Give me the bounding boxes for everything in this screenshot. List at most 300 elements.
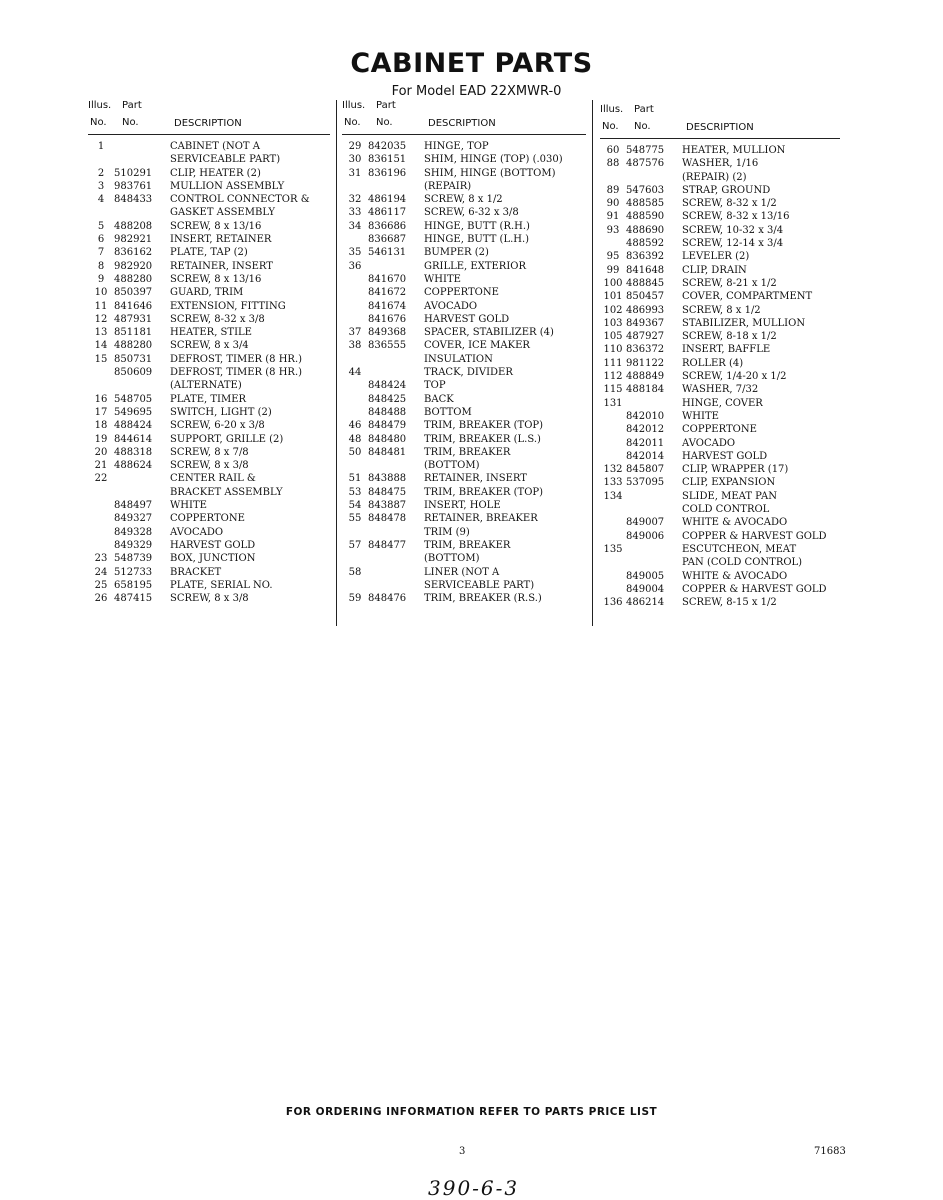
illus-number: 26 [94, 593, 108, 605]
parts-row [600, 357, 840, 370]
header-rule [600, 138, 840, 139]
part-number: 983761 [114, 180, 153, 192]
parts-row [600, 343, 840, 356]
parts-row [88, 406, 330, 419]
parts-row [600, 184, 840, 197]
illus-number: 16 [94, 393, 108, 405]
illus-number: 19 [94, 433, 108, 445]
illus-number [600, 237, 626, 250]
parts-row [342, 433, 586, 446]
parts-row [342, 326, 586, 339]
part-description: WHITE [682, 410, 719, 422]
part-number: 843887 [368, 500, 407, 512]
illus-number [600, 437, 626, 450]
part-description: CENTER RAIL & BRACKET ASSEMBLY [170, 473, 283, 498]
parts-row [342, 379, 586, 392]
part-description: HARVEST GOLD [682, 450, 768, 462]
parts-row [88, 339, 330, 352]
parts-row [342, 472, 586, 485]
parts-row [88, 220, 330, 233]
part-number: 849005 [626, 570, 665, 582]
part-number: 982921 [114, 234, 153, 246]
part-number: 486194 [368, 194, 407, 206]
parts-row [88, 433, 330, 446]
parts-row [342, 366, 586, 379]
illus-number: 132 [603, 464, 623, 476]
parts-row [88, 286, 330, 299]
part-number: 850609 [114, 367, 153, 379]
parts-row [342, 486, 586, 499]
illus-number: 89 [606, 184, 620, 196]
parts-row [342, 286, 586, 299]
part-description: PLATE, TIMER [170, 393, 247, 405]
part-number: 488585 [626, 198, 665, 210]
parts-row [600, 210, 840, 223]
parts-row [342, 153, 586, 166]
part-number: 487576 [626, 158, 665, 170]
illus-number [342, 273, 368, 286]
part-number [368, 260, 424, 273]
illus-number: 14 [94, 340, 108, 352]
part-number: 849367 [626, 317, 665, 329]
illus-number: 60 [606, 145, 620, 156]
illus-number: 20 [94, 446, 108, 458]
part-number: 848480 [368, 433, 407, 445]
handwritten-note: 390-6-3 [428, 1176, 520, 1200]
parts-row [88, 353, 330, 366]
parts-row [342, 193, 586, 206]
illus-number: 33 [348, 207, 362, 219]
part-description: SHIM, HINGE (BOTTOM) (REPAIR) [424, 167, 556, 192]
illus-number: 95 [606, 251, 620, 263]
part-number: 848488 [368, 406, 407, 418]
illus-number: 29 [348, 141, 362, 152]
header-no1: No. [602, 121, 619, 132]
part-number: 841670 [368, 273, 407, 285]
header-no2: No. [376, 117, 393, 128]
parts-row [88, 180, 330, 193]
part-description: SCREW, 6-32 x 3/8 [424, 207, 519, 219]
part-number: 548739 [114, 553, 153, 565]
part-number: 849004 [626, 583, 665, 595]
part-description: SCREW, 8 x 7/8 [170, 446, 249, 458]
part-number: 841648 [626, 264, 665, 276]
part-description: WHITE & AVOCADO [682, 517, 788, 529]
part-description: SCREW, 8 x 3/8 [170, 460, 249, 472]
parts-row [88, 260, 330, 273]
part-description: BUMPER (2) [424, 247, 489, 259]
page-number: 3 [459, 1146, 466, 1157]
part-description: WHITE & AVOCADO [682, 570, 788, 582]
header-no2: No. [122, 117, 139, 128]
part-number: 836151 [368, 154, 407, 166]
part-description: INSERT, RETAINER [170, 234, 272, 246]
part-description: GRILLE, EXTERIOR [424, 260, 527, 272]
illus-number: 101 [603, 291, 623, 303]
part-description: HEATER, MULLION [682, 145, 786, 156]
parts-row [600, 583, 840, 596]
part-description: STRAP, GROUND [682, 184, 771, 196]
parts-row [88, 233, 330, 246]
illus-number [600, 570, 626, 583]
illus-number [88, 366, 114, 393]
parts-row [342, 233, 586, 246]
part-description: CLIP, EXPANSION [682, 477, 776, 489]
illus-number [600, 583, 626, 596]
part-number: 849328 [114, 526, 153, 538]
part-description: SCREW, 1/4-20 x 1/2 [682, 371, 787, 383]
parts-row [88, 499, 330, 512]
parts-row [342, 446, 586, 473]
part-description: COPPERTONE [424, 287, 499, 299]
part-number: 537095 [626, 477, 665, 489]
part-description: WHITE [170, 500, 207, 512]
illus-number: 1 [97, 141, 105, 152]
part-number: 842010 [626, 410, 665, 422]
header-illus: Illus. [600, 104, 624, 115]
parts-row [600, 516, 840, 529]
illus-number [88, 526, 114, 539]
parts-row [342, 393, 586, 406]
part-description: COPPER & HARVEST GOLD [682, 583, 827, 595]
illus-number: 99 [606, 264, 620, 276]
part-number: 836196 [368, 167, 407, 179]
illus-number: 53 [348, 486, 362, 498]
header-part: Part [376, 100, 396, 111]
part-number: 850731 [114, 353, 153, 365]
part-number: 488280 [114, 273, 153, 285]
part-description: SHIM, HINGE (TOP) (.030) [424, 154, 563, 166]
parts-row [342, 406, 586, 419]
part-number: 841676 [368, 313, 407, 325]
part-number: 512733 [114, 566, 153, 578]
parts-row [88, 167, 330, 180]
part-description: WASHER, 7/32 [682, 384, 759, 396]
illus-number: 115 [603, 384, 623, 396]
illus-number: 110 [603, 344, 623, 356]
part-number: 658195 [114, 579, 153, 591]
illus-number: 54 [348, 500, 362, 512]
illus-number: 36 [348, 260, 362, 272]
part-description: CLIP, WRAPPER (17) [682, 464, 789, 476]
parts-row [342, 419, 586, 432]
part-number: 548775 [626, 145, 665, 156]
illus-number: 10 [94, 287, 108, 299]
illus-number [600, 450, 626, 463]
part-description: WHITE [424, 273, 461, 285]
part-description: ESCUTCHEON, MEAT PAN (COLD CONTROL) [682, 543, 803, 569]
parts-row [88, 526, 330, 539]
part-description: RETAINER, INSERT [424, 473, 527, 485]
part-description: HARVEST GOLD [424, 313, 510, 325]
part-description: SCREW, 8-32 x 3/8 [170, 313, 265, 325]
part-number: 982920 [114, 260, 153, 272]
illus-number: 111 [603, 357, 623, 369]
illus-number: 15 [94, 353, 108, 365]
part-description: RETAINER, BREAKER TRIM (9) [424, 513, 538, 538]
illus-number: 59 [348, 593, 362, 605]
part-number: 548705 [114, 393, 153, 405]
part-description: SCREW, 8-18 x 1/2 [682, 331, 777, 343]
part-description: INSERT, HOLE [424, 500, 501, 512]
parts-row [88, 459, 330, 472]
page-title: CABINET PARTS [350, 48, 593, 79]
part-description: BRACKET [170, 566, 222, 578]
illus-number: 90 [606, 198, 620, 210]
part-number [368, 366, 424, 379]
parts-row [88, 419, 330, 432]
part-number: 488184 [626, 384, 665, 396]
illus-number [342, 300, 368, 313]
part-number [626, 543, 682, 570]
part-number: 981122 [626, 357, 665, 369]
illus-number: 5 [97, 220, 105, 232]
part-description: COVER, COMPARTMENT [682, 291, 813, 303]
illus-number: 30 [348, 154, 362, 166]
part-description: RETAINER, INSERT [170, 260, 273, 272]
part-number: 841646 [114, 300, 153, 312]
part-description: CLIP, DRAIN [682, 264, 747, 276]
parts-row [342, 499, 586, 512]
part-number: 848481 [368, 446, 407, 458]
header-illus: Illus. [88, 100, 112, 111]
column-header [600, 104, 840, 140]
part-number: 549695 [114, 406, 153, 418]
parts-row [88, 273, 330, 286]
illus-number [88, 512, 114, 525]
part-number: 850457 [626, 291, 665, 303]
parts-row [600, 237, 840, 250]
illus-number [600, 410, 626, 423]
illus-number: 9 [97, 273, 105, 285]
illus-number: 31 [348, 167, 362, 179]
parts-row [88, 326, 330, 339]
parts-row [88, 366, 330, 393]
part-number: 836555 [368, 340, 407, 352]
parts-row [600, 450, 840, 463]
parts-column-3 [600, 104, 840, 609]
illus-number [342, 313, 368, 326]
parts-row [88, 592, 330, 605]
parts-row [600, 370, 840, 383]
parts-row [342, 539, 586, 566]
parts-row [600, 250, 840, 263]
part-description: SCREW, 10-32 x 3/4 [682, 224, 784, 236]
part-description: PLATE, SERIAL NO. [170, 579, 273, 591]
illus-number: 91 [606, 211, 620, 223]
part-description: TRIM, BREAKER (L.S.) [424, 433, 541, 445]
part-description: HARVEST GOLD [170, 539, 256, 551]
part-description: CLIP, HEATER (2) [170, 167, 261, 179]
part-number: 848475 [368, 486, 407, 498]
parts-row [88, 246, 330, 259]
part-number: 488845 [626, 277, 665, 289]
parts-row [600, 383, 840, 396]
part-number: 836162 [114, 247, 153, 259]
part-description: TRIM, BREAKER (BOTTOM) [424, 539, 511, 565]
illus-number: 105 [603, 331, 623, 343]
header-illus: Illus. [342, 100, 366, 111]
parts-row [88, 579, 330, 592]
parts-row [88, 140, 330, 167]
illus-number [88, 499, 114, 512]
part-description: CONTROL CONNECTOR & GASKET ASSEMBLY [170, 194, 310, 219]
model-subtitle: For Model EAD 22XMWR-0 [391, 84, 562, 99]
illus-number: 46 [348, 420, 362, 432]
part-description: TRACK, DIVIDER [424, 367, 513, 379]
illus-number: 51 [348, 473, 362, 485]
illus-number: 112 [603, 371, 623, 383]
parts-row [88, 393, 330, 406]
part-number [626, 397, 682, 410]
part-number: 487931 [114, 313, 153, 325]
parts-row [600, 304, 840, 317]
parts-row [600, 317, 840, 330]
part-number: 849007 [626, 517, 665, 529]
illus-number: 8 [97, 260, 105, 272]
header-rule [342, 134, 586, 135]
parts-row [600, 157, 840, 184]
part-description: HINGE, BUTT (R.H.) [424, 220, 530, 232]
part-number: 488590 [626, 211, 665, 223]
part-number: 488849 [626, 371, 665, 383]
part-number [626, 490, 682, 517]
parts-row [342, 260, 586, 273]
part-description: SWITCH, LIGHT (2) [170, 406, 272, 418]
part-description: SCREW, 6-20 x 3/8 [170, 420, 265, 432]
parts-row [600, 290, 840, 303]
part-number: 488280 [114, 340, 153, 352]
parts-row [600, 397, 840, 410]
illus-number: 135 [603, 543, 623, 555]
part-description: SCREW, 12-14 x 3/4 [682, 238, 784, 250]
illus-number: 7 [97, 247, 105, 259]
part-description: ROLLER (4) [682, 357, 744, 369]
illus-number: 57 [348, 539, 362, 551]
part-number: 842011 [626, 437, 665, 449]
parts-row [88, 566, 330, 579]
part-description: INSERT, BAFFLE [682, 344, 771, 356]
parts-row [600, 264, 840, 277]
part-number: 848476 [368, 593, 407, 605]
parts-row [600, 410, 840, 423]
part-description: PLATE, TAP (2) [170, 247, 248, 259]
part-number: 488318 [114, 446, 153, 458]
part-number: 546131 [368, 247, 407, 259]
part-number: 486117 [368, 207, 407, 219]
part-description: SPACER, STABILIZER (4) [424, 327, 554, 339]
part-number: 510291 [114, 167, 153, 179]
parts-row [342, 566, 586, 593]
illus-number: 2 [97, 167, 105, 179]
parts-row [88, 539, 330, 552]
parts-row [600, 543, 840, 570]
parts-row [88, 300, 330, 313]
illus-number: 102 [603, 304, 623, 316]
part-number: 841672 [368, 287, 407, 299]
illus-number: 131 [603, 397, 623, 409]
illus-number: 18 [94, 420, 108, 432]
parts-column-2 [342, 100, 586, 605]
part-number [114, 140, 170, 167]
parts-list [342, 140, 586, 605]
part-description: GUARD, TRIM [170, 287, 244, 299]
illus-number: 32 [348, 194, 362, 206]
part-number: 848478 [368, 513, 407, 525]
part-number: 848425 [368, 393, 407, 405]
part-description: COPPERTONE [682, 424, 757, 436]
part-description: SCREW, 8-32 x 1/2 [682, 198, 777, 210]
illus-number [342, 406, 368, 419]
illus-number [342, 379, 368, 392]
document-code: 71683 [814, 1146, 846, 1157]
illus-number: 134 [603, 490, 623, 502]
illus-number: 34 [348, 220, 362, 232]
part-description: TOP [424, 380, 446, 392]
part-description: TRIM, BREAKER (R.S.) [424, 593, 542, 605]
part-number: 488592 [626, 238, 665, 250]
part-description: AVOCADO [424, 300, 478, 312]
part-description: CABINET (NOT A SERVICEABLE PART) [170, 141, 281, 166]
illus-number: 4 [97, 194, 105, 206]
parts-row [600, 224, 840, 237]
part-description: SUPPORT, GRILLE (2) [170, 433, 284, 445]
part-number: 488690 [626, 224, 665, 236]
part-description: SCREW, 8 x 3/4 [170, 340, 249, 352]
part-description: EXTENSION, FITTING [170, 300, 286, 312]
part-description: SCREW, 8-21 x 1/2 [682, 277, 777, 289]
parts-column-1 [88, 100, 330, 605]
part-number: 488424 [114, 420, 153, 432]
illus-number: 21 [94, 460, 108, 472]
illus-number: 44 [348, 367, 362, 379]
parts-row [88, 193, 330, 220]
parts-row [342, 313, 586, 326]
illus-number [342, 393, 368, 406]
parts-row [600, 437, 840, 450]
parts-row [88, 313, 330, 326]
part-number: 487415 [114, 593, 153, 605]
part-number: 849327 [114, 513, 153, 525]
part-description: SCREW, 8 x 1/2 [682, 304, 761, 316]
parts-row [342, 512, 586, 539]
part-description: BOX, JUNCTION [170, 553, 256, 565]
header-no1: No. [90, 117, 107, 128]
part-description: SCREW, 8 x 13/16 [170, 273, 262, 285]
part-description: SCREW, 8-32 x 13/16 [682, 211, 790, 223]
header-desc: DESCRIPTION [428, 118, 496, 129]
part-description: HINGE, COVER [682, 397, 763, 409]
part-description: SCREW, 8 x 13/16 [170, 220, 262, 232]
header-no1: No. [344, 117, 361, 128]
part-number: 848477 [368, 539, 407, 551]
illus-number: 100 [603, 277, 623, 289]
part-description: BOTTOM [424, 406, 472, 418]
header-desc: DESCRIPTION [174, 118, 242, 129]
parts-row [600, 463, 840, 476]
illus-number: 88 [606, 158, 620, 170]
part-number: 848497 [114, 500, 153, 512]
part-number: 836392 [626, 251, 665, 263]
illus-number [342, 233, 368, 246]
part-number: 844614 [114, 433, 153, 445]
parts-row [600, 330, 840, 343]
part-description: COVER, ICE MAKER INSULATION [424, 340, 530, 365]
illus-number: 48 [348, 433, 362, 445]
header-desc: DESCRIPTION [686, 122, 754, 133]
parts-row [342, 592, 586, 605]
part-number: 849368 [368, 327, 407, 339]
